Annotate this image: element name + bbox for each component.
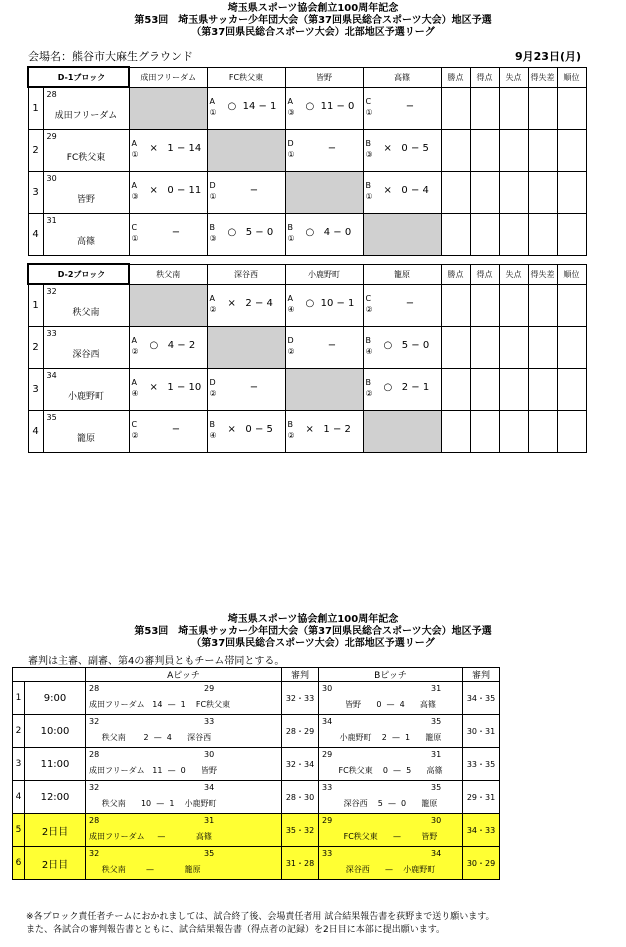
stat-cell	[441, 172, 470, 214]
league-table	[27, 263, 587, 453]
team-name: 小鹿野町	[67, 392, 104, 402]
stat-header: 得失差	[528, 264, 557, 284]
stat-cell	[441, 130, 470, 172]
stat-cell	[441, 411, 470, 453]
pitch-a-match	[86, 847, 282, 880]
stat-cell	[557, 87, 586, 130]
pitch-order: C ①	[131, 223, 139, 243]
schedule-row	[13, 682, 500, 715]
pitch-b-match	[319, 748, 463, 781]
referee-note: 審判は主審、副審、第4の審判員ともチーム帯同とする。	[28, 656, 285, 667]
result-cell	[129, 172, 207, 214]
stat-cell	[557, 130, 586, 172]
match-line: 秩父南 10 — 1 小鹿野町	[89, 799, 217, 808]
pitch-b-match	[319, 814, 463, 847]
away-id: 31	[431, 684, 442, 693]
row-number: 2	[28, 130, 43, 172]
result-cell	[129, 411, 207, 453]
result-cell	[363, 327, 441, 369]
pitch-order: A ②	[131, 336, 139, 356]
team-name: 籠原	[76, 434, 95, 444]
stat-cell	[499, 87, 528, 130]
team-header: 成田フリーダム	[129, 67, 207, 87]
pitch-order: B ②	[287, 420, 295, 440]
stat-cell	[528, 284, 557, 327]
league-row	[28, 172, 586, 214]
team-cell	[43, 130, 129, 172]
footer-note-1: ※各ブロック責任者チームにおかれましては、試合終了後、会場責任者用 試合結果報告書を荻野まで送り願います。	[26, 912, 495, 922]
stat-cell	[528, 327, 557, 369]
team-header: 小鹿野町	[285, 264, 363, 284]
stat-cell	[441, 214, 470, 256]
match-score: × 1 − 14	[149, 143, 202, 154]
result-cell	[129, 327, 207, 369]
result-cell	[129, 214, 207, 256]
away-id: 30	[204, 750, 215, 759]
match-score: ○ 5 − 0	[227, 227, 274, 238]
stat-cell	[470, 284, 499, 327]
team-name: 秩父南	[72, 308, 100, 318]
team-name: 高篠	[76, 237, 95, 247]
stat-cell	[528, 369, 557, 411]
team-cell	[43, 214, 129, 256]
match-score: × 2 − 4	[227, 297, 273, 309]
match-score: × 0 − 11	[149, 185, 202, 196]
home-id: 28	[89, 750, 100, 759]
result-cell	[207, 369, 285, 411]
self-match-cell	[363, 214, 441, 256]
match-score: ○ 14 − 1	[227, 100, 277, 112]
match-score: × 1 − 10	[149, 382, 202, 393]
title-line2: 第53回 埼玉県サッカー少年団大会（第37回県民総合スポーツ大会）地区予選	[134, 15, 492, 26]
team-id: 28	[46, 90, 57, 99]
pitch-order: B ②	[365, 378, 373, 398]
match-score: −	[305, 143, 337, 154]
kickoff-time: 2日目	[25, 847, 86, 880]
result-cell	[285, 130, 363, 172]
away-id: 34	[431, 849, 442, 858]
pitch-order: B ③	[365, 139, 373, 159]
self-match-cell	[285, 369, 363, 411]
stat-cell	[470, 214, 499, 256]
result-cell	[363, 284, 441, 327]
match-line: 皆野 0 — 4 高篠	[345, 700, 436, 709]
kickoff-time: 10:00	[25, 715, 86, 748]
league-row	[28, 130, 586, 172]
team-id: 31	[46, 216, 57, 225]
match-score: −	[305, 340, 337, 351]
self-match-cell	[207, 327, 285, 369]
home-id: 28	[89, 816, 100, 825]
team-header: 皆野	[285, 67, 363, 87]
stat-cell	[470, 369, 499, 411]
pitch-order: C ①	[365, 96, 373, 117]
row-number: 4	[28, 411, 43, 453]
match-score: ○ 2 − 1	[383, 382, 430, 393]
result-cell	[363, 87, 441, 130]
referee-a: 28・29	[282, 715, 319, 748]
stat-cell	[470, 411, 499, 453]
stat-cell	[528, 87, 557, 130]
result-cell	[129, 369, 207, 411]
match-line: 成田フリーダム 14 — 1 FC秩父東	[89, 700, 231, 709]
stat-cell	[528, 130, 557, 172]
match-line: 小鹿野町 2 — 1 籠原	[339, 733, 442, 742]
match-score: × 0 − 5	[383, 143, 429, 154]
stat-cell	[557, 172, 586, 214]
result-cell	[207, 284, 285, 327]
team-header: 深谷西	[207, 264, 285, 284]
pitch-a-match	[86, 814, 282, 847]
match-line: 秩父南 2 — 4 深谷西	[89, 733, 212, 742]
schedule-row	[13, 715, 500, 748]
schedule-title-line2: 第53回 埼玉県サッカー少年団大会（第37回県民総合スポーツ大会）地区予選	[134, 626, 492, 637]
title-line1: 埼玉県スポーツ協会創立100周年記念	[227, 3, 399, 14]
result-cell	[363, 369, 441, 411]
match-index: 2	[13, 715, 25, 748]
pitch-order: B ①	[287, 223, 295, 243]
title-line3: （第37回県民総合スポーツ大会）北部地区予選リーグ	[191, 27, 435, 38]
schedule-row	[13, 847, 500, 880]
league-row	[28, 369, 586, 411]
pitch-order: A ①	[209, 96, 217, 117]
kickoff-time: 2日目	[25, 814, 86, 847]
referee-a: 28・30	[282, 781, 319, 814]
league-row	[28, 411, 586, 453]
match-score: ○ 5 − 0	[383, 340, 430, 351]
match-score: ○ 11 − 0	[305, 100, 355, 112]
team-id: 30	[46, 174, 57, 183]
pitch-order: A ④	[131, 378, 139, 398]
match-score: −	[227, 185, 259, 196]
pitch-order: B ①	[365, 181, 373, 201]
match-line: FC秩父東 — 皆野	[343, 832, 438, 841]
referee-b: 30・29	[463, 847, 500, 880]
result-cell	[207, 87, 285, 130]
match-index: 5	[13, 814, 25, 847]
pitch-order: B ④	[209, 420, 217, 440]
kickoff-time: 11:00	[25, 748, 86, 781]
self-match-cell	[285, 172, 363, 214]
team-cell	[43, 172, 129, 214]
row-number: 2	[28, 327, 43, 369]
team-name: 深谷西	[72, 350, 100, 360]
pitch-b-match	[319, 781, 463, 814]
pitch-b-match	[319, 682, 463, 715]
away-id: 29	[204, 684, 215, 693]
pitch-order: D ①	[287, 139, 295, 159]
match-score: ○ 10 − 1	[305, 297, 355, 309]
away-id: 34	[204, 783, 215, 792]
team-id: 33	[46, 329, 57, 338]
referee-b: 29・31	[463, 781, 500, 814]
referee-a: 32・34	[282, 748, 319, 781]
pitch-order: C ②	[131, 420, 139, 440]
result-cell	[129, 130, 207, 172]
league-row	[28, 87, 586, 130]
schedule-row	[13, 748, 500, 781]
match-index: 3	[13, 748, 25, 781]
stat-cell	[470, 87, 499, 130]
away-id: 33	[204, 717, 215, 726]
pitch-b-match	[319, 847, 463, 880]
stat-cell	[528, 411, 557, 453]
team-header: 秩父南	[129, 264, 207, 284]
row-number: 1	[28, 284, 43, 327]
team-cell	[43, 327, 129, 369]
home-id: 33	[322, 849, 333, 858]
stat-cell	[499, 284, 528, 327]
league-row	[28, 214, 586, 256]
home-id: 32	[89, 783, 100, 792]
match-score: × 0 − 4	[383, 185, 429, 196]
stat-cell	[441, 327, 470, 369]
pitch-order: C ②	[365, 293, 373, 314]
kickoff-time: 9:00	[25, 682, 86, 715]
result-cell	[207, 214, 285, 256]
league-table	[27, 66, 587, 256]
stat-cell	[441, 284, 470, 327]
away-id: 35	[431, 783, 442, 792]
stat-cell	[470, 327, 499, 369]
result-cell	[285, 327, 363, 369]
stat-cell	[441, 369, 470, 411]
stat-header: 失点	[499, 67, 528, 87]
pitch-order: D ②	[287, 336, 295, 356]
pitch-order: A ①	[131, 139, 139, 159]
away-id: 31	[204, 816, 215, 825]
league-row	[28, 284, 586, 327]
match-index: 4	[13, 781, 25, 814]
match-line: 成田フリーダム — 高篠	[89, 832, 212, 841]
pitch-a-match	[86, 781, 282, 814]
pitch-a-match	[86, 715, 282, 748]
match-index: 1	[13, 682, 25, 715]
away-id: 35	[431, 717, 442, 726]
team-header: FC秩父東	[207, 67, 285, 87]
match-score: −	[383, 297, 415, 309]
home-id: 33	[322, 783, 333, 792]
result-cell	[285, 87, 363, 130]
self-match-cell	[363, 411, 441, 453]
pitch-order: A ③	[131, 181, 139, 201]
stat-cell	[470, 172, 499, 214]
kickoff-time: 12:00	[25, 781, 86, 814]
pitch-a-header: Aピッチ	[86, 668, 282, 682]
stat-header: 勝点	[441, 67, 470, 87]
team-id: 32	[46, 287, 57, 296]
stat-cell	[499, 411, 528, 453]
pitch-order: A ③	[287, 96, 295, 117]
referee-a: 31・28	[282, 847, 319, 880]
team-cell	[43, 369, 129, 411]
pitch-order: D ①	[209, 181, 217, 201]
pitch-b-match	[319, 715, 463, 748]
stat-cell	[557, 214, 586, 256]
blank-header	[13, 668, 86, 682]
away-id: 31	[431, 750, 442, 759]
match-line: 成田フリーダム 11 — 0 皆野	[89, 766, 218, 775]
referee-a-header: 審判	[282, 668, 319, 682]
pitch-order: B ④	[365, 336, 373, 356]
pitch-order: D ②	[209, 378, 217, 398]
team-id: 29	[46, 132, 57, 141]
stat-cell	[499, 327, 528, 369]
home-id: 28	[89, 684, 100, 693]
referee-a: 32・33	[282, 682, 319, 715]
team-cell	[43, 284, 129, 327]
self-match-cell	[129, 87, 207, 130]
row-number: 3	[28, 369, 43, 411]
stat-cell	[499, 130, 528, 172]
referee-b: 33・35	[463, 748, 500, 781]
row-number: 1	[28, 87, 43, 130]
match-line: 深谷西 — 小鹿野町	[345, 865, 436, 874]
match-score: −	[149, 227, 181, 238]
schedule-row	[13, 814, 500, 847]
home-id: 30	[322, 684, 333, 693]
team-cell	[43, 411, 129, 453]
match-score: −	[383, 100, 415, 112]
footer-note-2: また、各試合の審判報告書とともに、試合結果報告書（得点者の記録）を2日目に本部に提出願います。	[26, 925, 446, 935]
match-score: × 1 − 2	[305, 424, 351, 435]
stat-header: 勝点	[441, 264, 470, 284]
stat-header: 失点	[499, 264, 528, 284]
pitch-a-match	[86, 748, 282, 781]
result-cell	[207, 411, 285, 453]
result-cell	[285, 411, 363, 453]
team-cell	[43, 87, 129, 130]
stat-cell	[499, 214, 528, 256]
self-match-cell	[129, 284, 207, 327]
schedule-row	[13, 781, 500, 814]
pitch-order: A ②	[209, 293, 217, 314]
stat-header: 得点	[470, 67, 499, 87]
match-score: × 0 − 5	[227, 424, 273, 435]
stat-header: 順位	[557, 264, 586, 284]
block-name: D-2ブロック	[28, 264, 129, 284]
away-id: 30	[431, 816, 442, 825]
match-score: ○ 4 − 2	[149, 340, 196, 351]
schedule-table	[12, 667, 500, 880]
stat-cell	[528, 172, 557, 214]
stat-cell	[441, 87, 470, 130]
team-header: 籠原	[363, 264, 441, 284]
result-cell	[285, 214, 363, 256]
stat-cell	[557, 369, 586, 411]
schedule-title-line3: （第37回県民総合スポーツ大会）北部地区予選リーグ	[191, 638, 435, 649]
referee-b: 34・35	[463, 682, 500, 715]
team-id: 35	[46, 413, 57, 422]
home-id: 29	[322, 816, 333, 825]
referee-b-header: 審判	[463, 668, 500, 682]
match-line: 秩父南 — 籠原	[89, 865, 201, 874]
team-id: 34	[46, 371, 57, 380]
team-header: 高篠	[363, 67, 441, 87]
home-id: 34	[322, 717, 333, 726]
team-name: 皆野	[76, 195, 95, 205]
referee-a: 35・32	[282, 814, 319, 847]
home-id: 32	[89, 849, 100, 858]
stat-cell	[528, 214, 557, 256]
pitch-a-match	[86, 682, 282, 715]
pitch-order: A ④	[287, 293, 295, 314]
match-date: 9月23日(月)	[515, 50, 582, 63]
home-id: 32	[89, 717, 100, 726]
referee-b: 30・31	[463, 715, 500, 748]
team-name: FC秩父東	[66, 153, 106, 163]
match-score: −	[149, 424, 181, 435]
self-match-cell	[207, 130, 285, 172]
schedule-title-line1: 埼玉県スポーツ協会創立100周年記念	[227, 614, 399, 625]
home-id: 29	[322, 750, 333, 759]
stat-cell	[470, 130, 499, 172]
stat-header: 得点	[470, 264, 499, 284]
pitch-order: B ③	[209, 223, 217, 243]
stat-cell	[557, 327, 586, 369]
pitch-b-header: Bピッチ	[319, 668, 463, 682]
match-score: ○ 4 − 0	[305, 227, 352, 238]
stat-cell	[557, 411, 586, 453]
stat-cell	[499, 172, 528, 214]
league-row	[28, 327, 586, 369]
match-index: 6	[13, 847, 25, 880]
away-id: 35	[204, 849, 215, 858]
referee-b: 34・33	[463, 814, 500, 847]
block-name: D-1ブロック	[28, 67, 129, 87]
row-number: 3	[28, 172, 43, 214]
stat-cell	[499, 369, 528, 411]
result-cell	[363, 172, 441, 214]
venue-label: 会場名：熊谷市大麻生グラウンド	[28, 50, 193, 63]
result-cell	[207, 172, 285, 214]
match-line: 深谷西 5 — 0 籠原	[343, 799, 438, 808]
match-score: −	[227, 382, 259, 393]
stat-header: 順位	[557, 67, 586, 87]
match-line: FC秩父東 0 — 5 高篠	[338, 766, 443, 775]
result-cell	[363, 130, 441, 172]
row-number: 4	[28, 214, 43, 256]
stat-cell	[557, 284, 586, 327]
stat-header: 得失差	[528, 67, 557, 87]
result-cell	[285, 284, 363, 327]
team-name: 成田フリーダム	[54, 111, 118, 121]
